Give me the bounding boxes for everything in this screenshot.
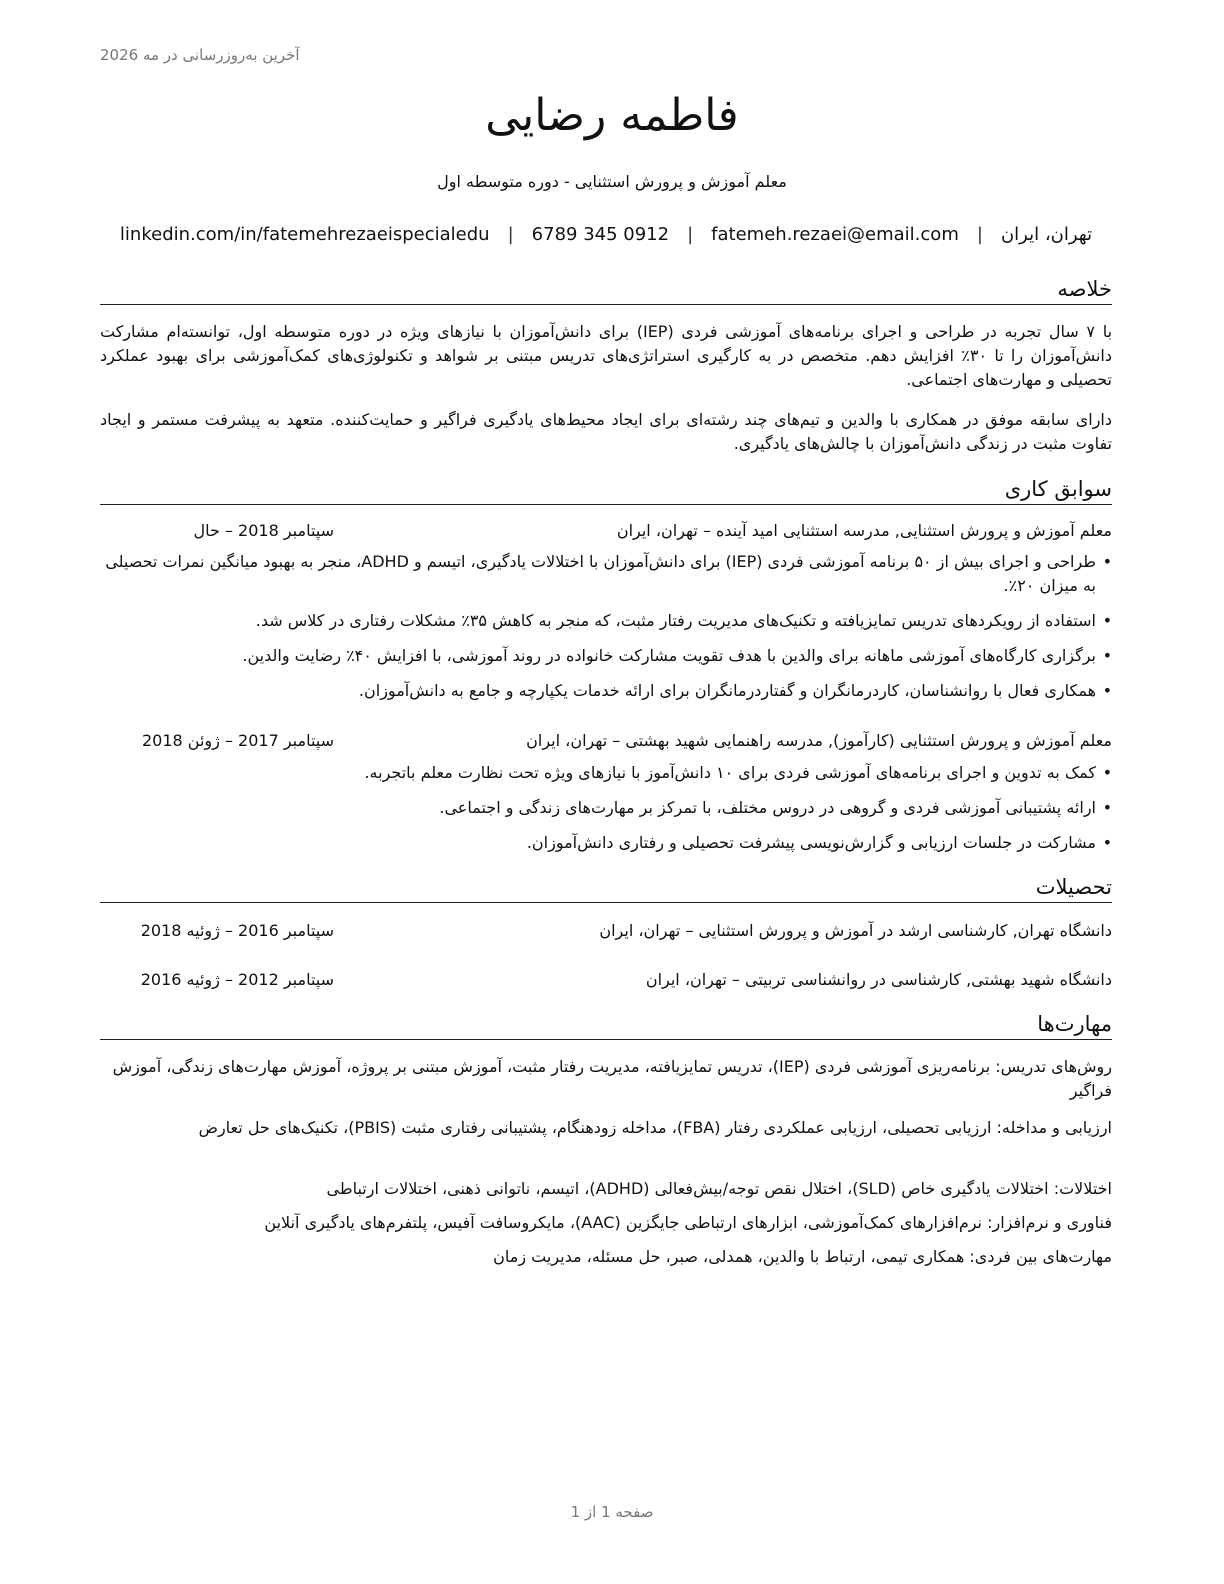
job-bullet: • استفاده از رویکردهای تدریس تمایزیافته و تکنیک‌های مدیریت رفتار مثبت، که منجر به کاهش ۳۵٪ مشکلات رفتاری در کلاس شد.: [100, 609, 1112, 633]
summary-paragraph: با ۷ سال تجربه در طراحی و اجرای برنامه‌های آموزشی فردی (IEP) برای دانش‌آموزان با نیازهای ویژه در دوره متوسطه اول، توانسته‌ام مشارکت دانش‌آموزان را تا ۳۰٪ افزایش دهم. متخصص در به کارگیری استراتژی‌های تدریس مبتنی بر شواهد و تکنولوژی‌های کمک‌آموزشی برای بهبود عملکرد تحصیلی و مهارت‌های اجتماعی.: [100, 322, 1113, 389]
section-title-education: تحصیلات: [100, 874, 1112, 903]
contact-phone: 6789 345 0912: [531, 224, 670, 245]
contact-email[interactable]: fatemeh.rezaei@email.com: [711, 224, 959, 245]
section-title-skills: مهارت‌ها: [100, 1011, 1112, 1040]
skill-line: روش‌های تدریس: برنامه‌ریزی آموزشی فردی (IEP)، تدریس تمایزیافته، مدیریت رفتار مثبت، آموزش مبتنی بر پروژه، آموزش مهارت‌های زندگی، آموزش فراگیر: [112, 1057, 1112, 1100]
job-subtitle: معلم آموزش و پرورش استثنایی - دوره متوسطه اول: [437, 172, 787, 191]
contact-line: [100, 224, 1112, 245]
job-header: [100, 729, 1112, 753]
summary-paragraph: دارای سابقه موفق در همکاری با والدین و تیم‌های چند رشته‌ای برای ایجاد محیط‌های یادگیری فراگیر و حمایت‌کننده. متعهد به پیشرفت مستمر و ایجاد تفاوت مثبت در زندگی دانش‌آموزان با چالش‌های یادگیری.: [100, 410, 1112, 453]
job-title: معلم آموزش و پرورش استثنایی (کارآموز), مدرسه راهنمایی شهید بهشتی – تهران، ایران: [526, 731, 1112, 750]
job-title: معلم آموزش و پرورش استثنایی, مدرسه استثنایی امید آینده – تهران، ایران: [616, 521, 1112, 540]
job-bullet: • مشارکت در جلسات ارزیابی و گزارش‌نویسی پیشرفت تحصیلی و رفتاری دانش‌آموزان.: [100, 831, 1112, 855]
contact-separator: |: [687, 224, 694, 245]
person-name: فاطمه رضایی: [485, 90, 739, 141]
skill-line: ارزیابی و مداخله: ارزیابی تحصیلی، ارزیابی عملکردی رفتار (FBA)، مداخله زودهنگام، پشتیبانی رفتاری مثبت (PBIS)، تکنیک‌های حل تعارض: [198, 1118, 1112, 1137]
job-bullet: • همکاری فعال با روانشناسان، کاردرمانگران و گفتاردرمانگران برای ارائه خدمات یکپارچه و جامع به دانش‌آموزان.: [100, 679, 1112, 703]
section-title-summary: خلاصه: [100, 276, 1112, 305]
job-header: [100, 519, 1112, 543]
section-title-experience: سوابق کاری: [100, 476, 1112, 505]
job-bullets: [100, 761, 1112, 866]
skill-line: فناوری و نرم‌افزار: نرم‌افزارهای کمک‌آموزشی، ابزارهای ارتباطی جایگزین (AAC)، مایکروسافت آفیس، پلتفرم‌های یادگیری آنلاین: [264, 1213, 1112, 1232]
skill-line: مهارت‌های بین فردی: همکاری تیمی، ارتباط با والدین، همدلی، صبر، حل مسئله، مدیریت زمان: [493, 1247, 1112, 1266]
education-title: دانشگاه شهید بهشتی, کارشناسی در روانشناسی تربیتی – تهران، ایران: [645, 970, 1112, 989]
job-dates: سپتامبر 2018 – حال: [193, 521, 334, 540]
education-dates: سپتامبر 2012 – ژوئیه 2016: [140, 970, 334, 989]
job-bullets: [100, 550, 1112, 714]
job-bullet: • برگزاری کارگاه‌های آموزشی ماهانه برای والدین با هدف تقویت مشارکت خانواده در روند آموزشی، با افزایش ۴۰٪ رضایت والدین.: [100, 644, 1112, 668]
job-dates: سپتامبر 2017 – ژوئن 2018: [141, 731, 334, 750]
job-bullet: • ارائه پشتیبانی آموزشی فردی و گروهی در دروس مختلف، با تمرکز بر مهارت‌های زندگی و اجتماعی.: [100, 796, 1112, 820]
education-dates: سپتامبر 2016 – ژوئیه 2018: [140, 921, 334, 940]
contact-linkedin[interactable]: linkedin.com/in/fatemehrezaeispecialedu: [119, 224, 490, 245]
contact-separator: |: [507, 224, 514, 245]
last-updated: آخرین به‌روزرسانی در مه 2026: [100, 46, 300, 64]
contact-location: تهران، ایران: [1000, 224, 1093, 245]
education-item: [100, 919, 1112, 943]
page-number: صفحه 1 از 1: [570, 1503, 654, 1521]
education-item: [100, 968, 1112, 992]
job-bullet: • طراحی و اجرای بیش از ۵۰ برنامه آموزشی فردی (IEP) برای دانش‌آموزان با اختلالات یادگیری، اتیسم و ADHD، منجر به بهبود میانگین نمرات تحصیلی به میزان ۲۰٪.: [100, 550, 1112, 598]
job-bullet: • کمک به تدوین و اجرای برنامه‌های آموزشی فردی برای ۱۰ دانش‌آموز با نیازهای ویژه تحت نظارت معلم باتجربه.: [100, 761, 1112, 785]
education-title: دانشگاه تهران, کارشناسی ارشد در آموزش و پرورش استثنایی – تهران، ایران: [599, 921, 1112, 940]
contact-separator: |: [976, 224, 983, 245]
skill-line: اختلالات: اختلالات یادگیری خاص (SLD)، اختلال نقص توجه/بیش‌فعالی (ADHD)، اتیسم، ناتوانی ذهنی، اختلالات ارتباطی: [326, 1179, 1112, 1198]
